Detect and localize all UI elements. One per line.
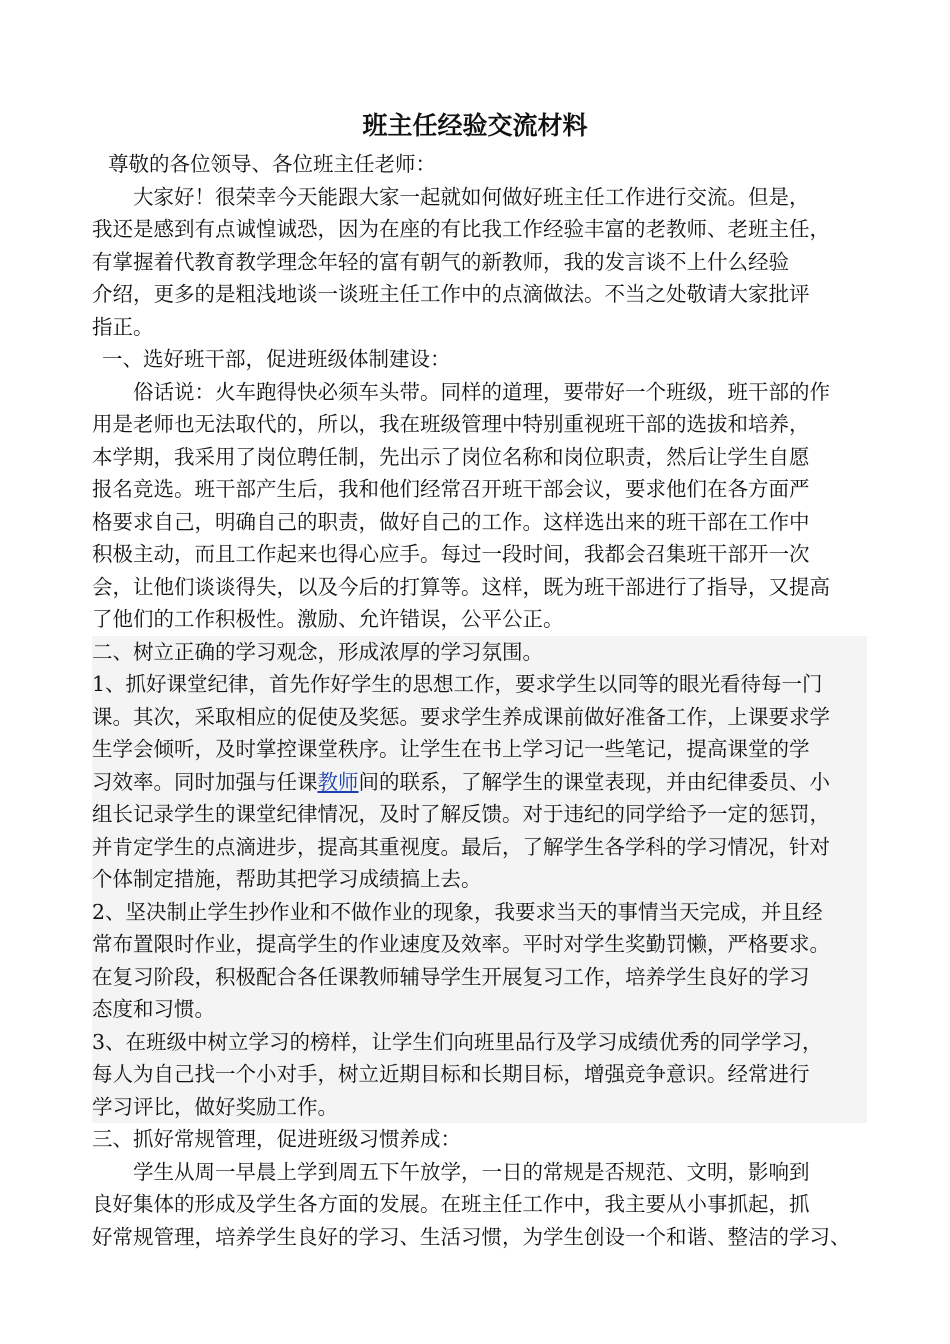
paragraph-line: 个体制定措施，帮助其把学习成绩搞上去。 [92,867,482,891]
document-body [92,148,867,1253]
paragraph-line: 了他们的工作积极性。激励、允许错误，公平公正。 [92,607,564,631]
paragraph-line: 用是老师也无法取代的，所以，我在班级管理中特别重视班干部的选拔和培养， [92,412,810,436]
paragraph-line: 学习评比，做好奖励工作。 [92,1094,338,1119]
paragraph-line: 俗话说：火车跑得快必须车头带。同样的道理，要带好一个班级，班干部的作 [133,379,830,404]
paragraph-line: 常布置限时作业，提高学生的作业速度及效率。平时对学生奖勤罚懒，严格要求。 [92,932,830,956]
paragraph-line: 每人为自己找一个小对手，树立近期目标和长期目标，增强竞争意识。经常进行 [92,1062,810,1086]
paragraph-line: 良好集体的形成及学生各方面的发展。在班主任工作中，我主要从小事抓起，抓 [92,1192,810,1216]
section-heading-2: 二、树立正确的学习观念，形成浓厚的学习氛围。 [92,639,543,664]
teacher-link[interactable]: 教师 [317,769,359,794]
section2-item-3 [92,1026,867,1124]
paragraph-line: 会，让他们谈谈得失，以及今后的打算等。这样，既为班干部进行了指导，又提高 [92,574,830,599]
paragraph-line: 格要求自己，明确自己的职责，做好自己的工作。这样选出来的班干部在工作中 [92,509,810,534]
paragraph-line: 介绍，更多的是粗浅地谈一谈班主任工作中的点滴做法。不当之处敬请大家批评 [92,282,810,306]
paragraph-line: 好常规管理，培养学生良好的学习、生活习惯，为学生创设一个和谐、整洁的学习、 [92,1224,851,1249]
paragraph-line: 本学期，我采用了岗位聘任制，先出示了岗位名称和岗位职责，然后让学生自愿 [92,444,810,469]
section1-paragraph [92,376,867,636]
greeting: 尊敬的各位领导、各位班主任老师： [108,152,436,176]
section3-paragraph [92,1156,867,1254]
section-heading-3: 三、抓好常规管理，促进班级习惯养成： [92,1127,461,1151]
paragraph-line: 并肯定学生的点滴进步，提高其重视度。最后，了解学生各学科的学习情况，针对 [92,834,830,859]
paragraph-line: 学生从周一早晨上学到周五下午放学，一日的常规是否规范、文明，影响到 [133,1159,810,1184]
paragraph-line: 1、抓好课堂纪律，首先作好学生的思想工作，要求学生以同等的眼光看待每一门 [92,672,823,696]
paragraph-line: 生学会倾听，及时掌控课堂秩序。让学生在书上学习记一些笔记，提高课堂的学 [92,737,810,761]
paragraph-line: 报名竞选。班干部产生后，我和他们经常召开班干部会议，要求他们在各方面严 [92,477,810,501]
paragraph-line: 有掌握着代教育教学理念年轻的富有朝气的新教师，我的发言谈不上什么经验 [92,249,789,274]
document-title: 班主任经验交流材料 [362,111,588,140]
paragraph-line: 组长记录学生的课堂纪律情况，及时了解反馈。对于违纪的同学给予一定的惩罚， [92,802,830,826]
section2-item-2 [92,896,867,1026]
intro-paragraph [92,181,867,344]
paragraph-line: 态度和习惯。 [92,997,215,1021]
paragraph-line: 在复习阶段，积极配合各任课教师辅导学生开展复习工作，培养学生良好的学习 [92,964,810,989]
paragraph-line: 指正。 [92,314,154,339]
line-text-after-link: 间的联系，了解学生的课堂表现，并由纪律委员、小 [358,769,830,794]
section-heading-1: 一、选好班干部，促进班级体制建设： [102,347,451,371]
section2-item-1 [92,668,867,896]
paragraph-line: 我还是感到有点诚惶诚恐，因为在座的有比我工作经验丰富的老教师、老班主任， [92,217,830,241]
paragraph-line: 3、在班级中树立学习的榜样，让学生们向班里品行及学习成绩优秀的同学学习， [92,1029,823,1054]
paragraph-line: 2、坚决制止学生抄作业和不做作业的现象，我要求当天的事情当天完成，并且经 [92,899,823,924]
paragraph-line: 积极主动，而且工作起来也得心应手。每过一段时间，我都会召集班干部开一次 [92,542,810,566]
paragraph-line: 大家好！很荣幸今天能跟大家一起就如何做好班主任工作进行交流。但是， [133,184,810,209]
line-text-before-link: 习效率。同时加强与任课 [92,769,318,794]
paragraph-line: 课。其次，采取相应的促使及奖惩。要求学生养成课前做好准备工作，上课要求学 [92,704,830,729]
paragraph-line [92,766,867,799]
section2-shaded-block [92,636,867,1124]
